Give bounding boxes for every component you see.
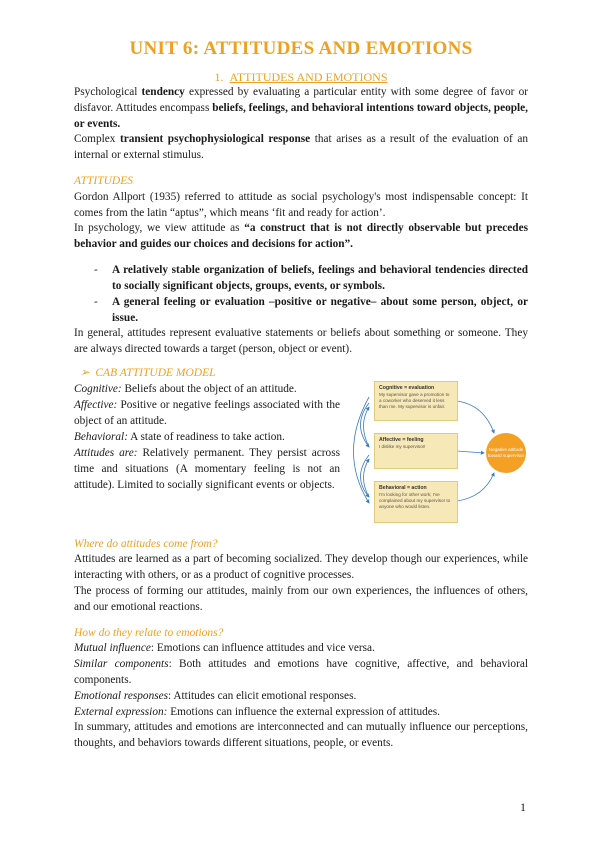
list-item: - A relatively stable organization of beliefs, feelings and behavioral tendencies directed to socially significant objects, groups, events, or symbols.	[94, 262, 528, 294]
page-number: 1	[520, 800, 526, 814]
attitude-definition-list	[74, 262, 528, 326]
cab-attitudes-are: Attitudes are: Relatively permanent. They persist across time and situations (A momentary feeling is not an attitude). Limited to socially significant events or objects.	[74, 446, 340, 491]
cognitive-box: Cognitive = evaluation My supervisor gave a promotion to a coworker who deserved it less than me. My supervisor is unfair.	[374, 381, 458, 421]
cab-section	[74, 381, 528, 531]
relation-item: External expression: Emotions can influence the external expression of attitudes.	[74, 705, 440, 718]
attitudes-paragraph-3: In general, attitudes represent evaluative statements or beliefs about something or someone. They are always directed towards a target (person, object or event).	[74, 326, 528, 355]
attitudes-paragraph-1: Gordon Allport (1935) referred to attitude as social psychology's most indispensable concept: It comes from the latin “aptus”, which means ‘fit and ready for action’.	[74, 190, 528, 219]
origin-paragraph-2: The process of forming our attitudes, mainly from our own experiences, the influences of others, and our emotional reactions.	[74, 584, 528, 613]
list-item: - A general feeling or evaluation –positive or negative– about some person, object, or issue.	[94, 294, 528, 326]
cab-text	[74, 381, 340, 493]
cab-model-figure	[344, 373, 528, 533]
arrow-affective-to-attitude	[457, 451, 484, 453]
relation-item: Emotional responses: Attitudes can elicit emotional responses.	[74, 689, 357, 702]
section-number: 1.	[214, 70, 224, 84]
attitudes-heading: ATTITUDES	[74, 174, 133, 187]
relation-item: Similar components: Both attitudes and emotions have cognitive, affective, and behavioral components.	[74, 658, 528, 686]
section-title: ATTITUDES AND EMOTIONS	[229, 70, 388, 84]
relation-summary: In summary, attitudes and emotions are interconnected and can mutually influence our perceptions, thoughts, and behaviors towards different situations, people, or events.	[74, 721, 528, 750]
section-heading	[74, 70, 528, 84]
origin-paragraph-1: Attitudes are learned as a part of becoming socialized. They develop though our experiences, while interacting with others, or as a product of cognitive processes.	[74, 553, 528, 582]
arrow-behavioral-to-attitude	[457, 473, 494, 501]
attitudes-paragraph-2: In psychology, we view attitude as “a construct that is not directly observable but precedes behavior and guides our choices and decisions for action”.	[74, 222, 528, 251]
intro-paragraph-2: Complex transient psychophysiological response that arises as a result of the evaluation of an internal or external stimulus.	[74, 133, 528, 162]
relation-item: Mutual influence: Emotions can influence attitudes and vice versa.	[74, 642, 375, 655]
attitude-circle: Negative attitude toward supervisor	[486, 433, 526, 473]
behavioral-box: Behavioral = action I'm looking for other work; I've complained about my supervisor to anyone who would listen.	[374, 481, 458, 523]
cab-model-heading: ➢ CAB ATTITUDE MODEL	[80, 366, 216, 379]
arrow-affective-to-cognitive	[364, 407, 370, 447]
arrow-cognitive-to-behavioral	[354, 397, 370, 503]
intro-paragraph-1: Psychological tendency expressed by evaluating a particular entity with some degree of favor or disfavor. Attitudes encompass beliefs, feelings, and behavioral intentions toward objects, people, or events.	[74, 86, 528, 130]
relation-heading: How do they relate to emotions?	[74, 626, 224, 639]
affective-box: Affective = feeling I dislike my supervisor!	[374, 433, 458, 469]
arrow-cognitive-to-attitude	[457, 401, 494, 433]
origin-heading: Where do attitudes come from?	[74, 537, 218, 550]
cab-affective: Affective: Positive or negative feelings associated with the object of an attitude.	[74, 398, 340, 427]
document-page	[74, 36, 528, 752]
cab-behavioral: Behavioral: A state of readiness to take action.	[74, 430, 285, 443]
cab-cognitive: Cognitive: Beliefs about the object of an attitude.	[74, 382, 297, 395]
arrow-behavioral-to-affective	[364, 459, 370, 497]
unit-title: UNIT 6: ATTITUDES AND EMOTIONS	[129, 38, 473, 59]
arrow-bullet-icon: ➢	[80, 366, 90, 379]
